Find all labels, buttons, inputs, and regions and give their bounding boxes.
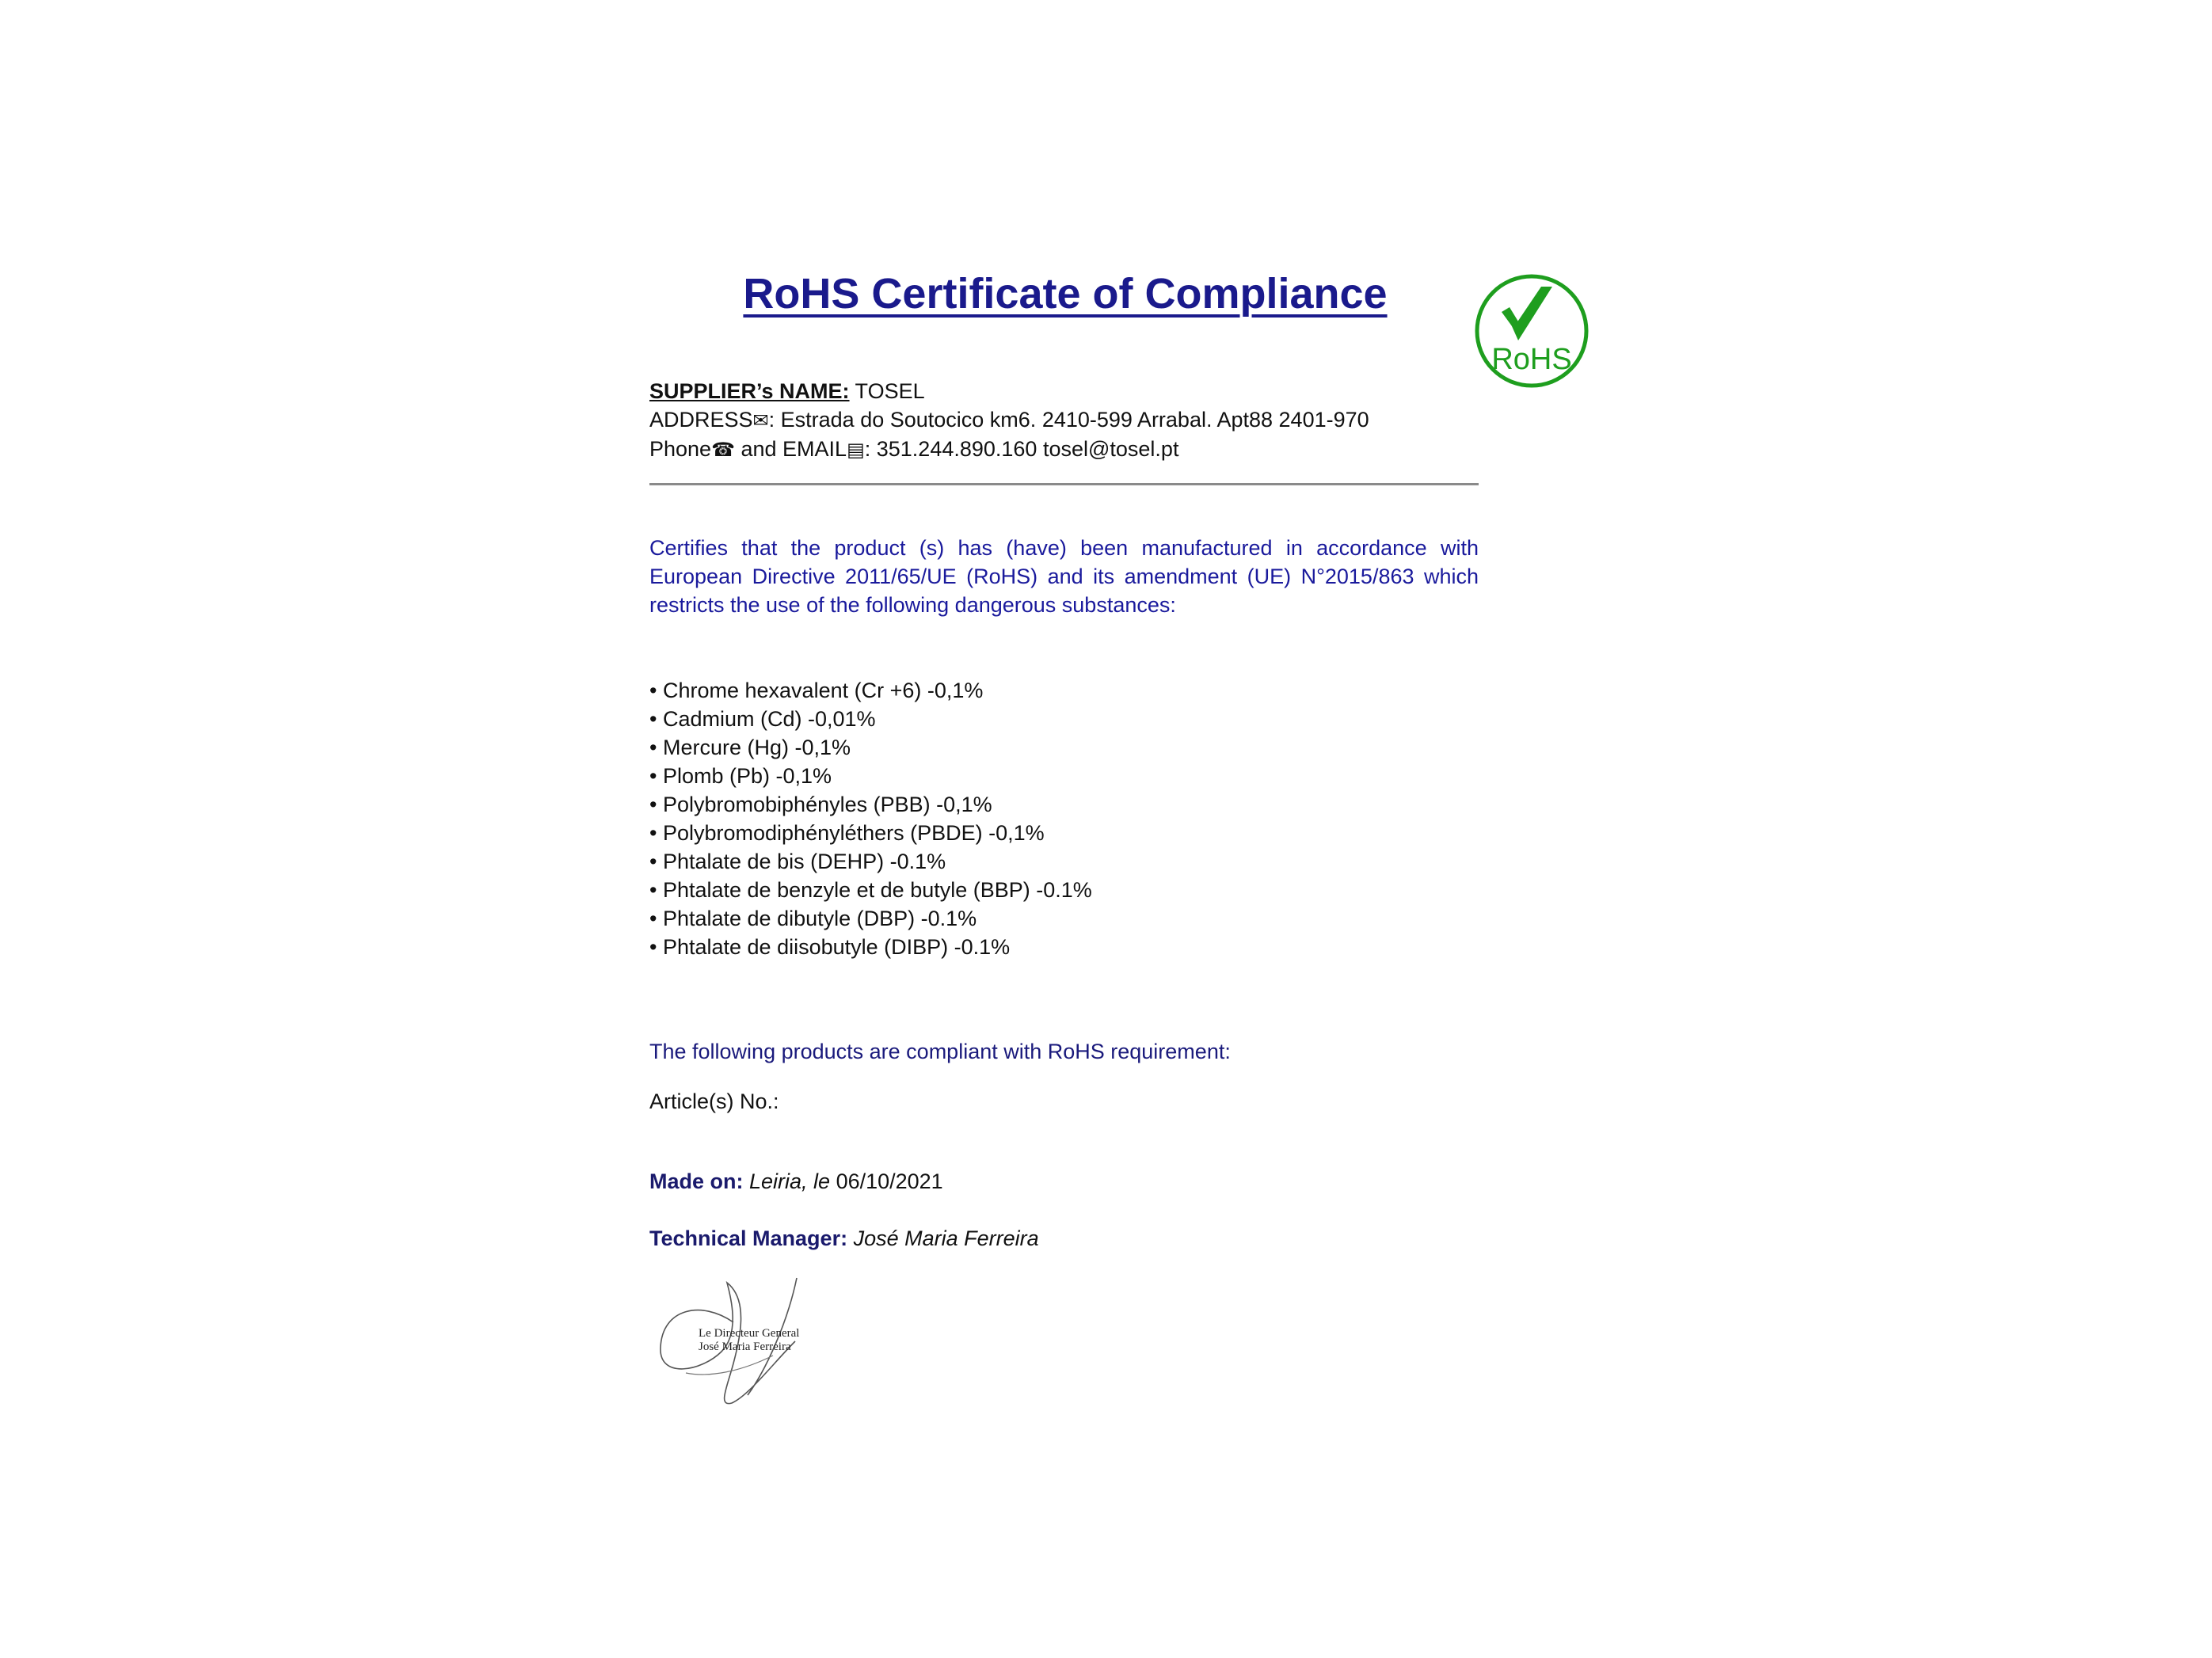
- supplier-address-line: [649, 405, 1481, 435]
- made-on-date: 06/10/2021: [830, 1169, 943, 1193]
- envelope-icon: ✉: [752, 409, 769, 432]
- list-item: • Phtalate de benzyle et de butyle (BBP) -0.1%: [649, 876, 1481, 904]
- supplier-contact-line: [649, 435, 1481, 464]
- technical-manager-name: José Maria Ferreira: [847, 1226, 1039, 1250]
- document-title: RoHS Certificate of Compliance: [743, 270, 1388, 318]
- phone-label: Phone: [649, 437, 712, 461]
- address-label: ADDRESS: [649, 408, 753, 432]
- email-label: and EMAIL: [734, 437, 847, 461]
- list-item: • Polybromodiphényléthers (PBDE) -0,1%: [649, 819, 1481, 847]
- signature-title: Le Directeur General: [699, 1327, 800, 1340]
- list-item: • Phtalate de dibutyle (DBP) -0.1%: [649, 904, 1481, 933]
- telephone-icon: ☎: [711, 439, 735, 461]
- supplier-name-line: [649, 377, 1481, 405]
- divider: [649, 483, 1479, 485]
- signature-name: José Maria Ferreira: [699, 1340, 791, 1353]
- list-item: • Cadmium (Cd) -0,01%: [649, 705, 1481, 733]
- rohs-check-icon: [1473, 272, 1590, 390]
- articles-label: Article(s) No.:: [649, 1089, 779, 1113]
- contact-value: : 351.244.890.160 tosel@tosel.pt: [864, 437, 1179, 461]
- rohs-logo-text: RoHS: [1491, 343, 1572, 376]
- list-item: • Mercure (Hg) -0,1%: [649, 733, 1481, 762]
- made-on-line: [649, 1167, 943, 1196]
- list-item: • Phtalate de bis (DEHP) -0.1%: [649, 847, 1481, 876]
- made-on-label: Made on:: [649, 1169, 744, 1193]
- computer-icon: ▤: [847, 439, 865, 461]
- list-item: • Phtalate de diisobutyle (DIBP) -0.1%: [649, 933, 1481, 961]
- certifies-statement: Certifies that the product (s) has (have) been manufactured in accordance with European Directive 2011/65/UE (RoHS) and its amendment (UE) N°2015/863 which restricts the use of the following dangerous substances:: [649, 536, 1479, 617]
- technical-manager-line: [649, 1224, 1039, 1253]
- substances-list: [649, 676, 1481, 961]
- made-on-place: Leiria, le: [743, 1169, 831, 1193]
- list-item: • Chrome hexavalent (Cr +6) -0,1%: [649, 676, 1481, 705]
- supplier-name-label: SUPPLIER’s NAME:: [649, 379, 850, 403]
- list-item: • Polybromobiphényles (PBB) -0,1%: [649, 790, 1481, 819]
- supplier-name-value: TOSEL: [849, 379, 925, 403]
- supplier-block: [649, 377, 1481, 464]
- compliant-intro: The following products are compliant with RoHS requirement:: [649, 1040, 1231, 1063]
- technical-manager-label: Technical Manager:: [649, 1226, 848, 1250]
- signature: [654, 1276, 828, 1411]
- list-item: • Plomb (Pb) -0,1%: [649, 762, 1481, 790]
- address-value: : Estrada do Soutocico km6. 2410-599 Arrabal. Apt88 2401-970: [768, 408, 1369, 432]
